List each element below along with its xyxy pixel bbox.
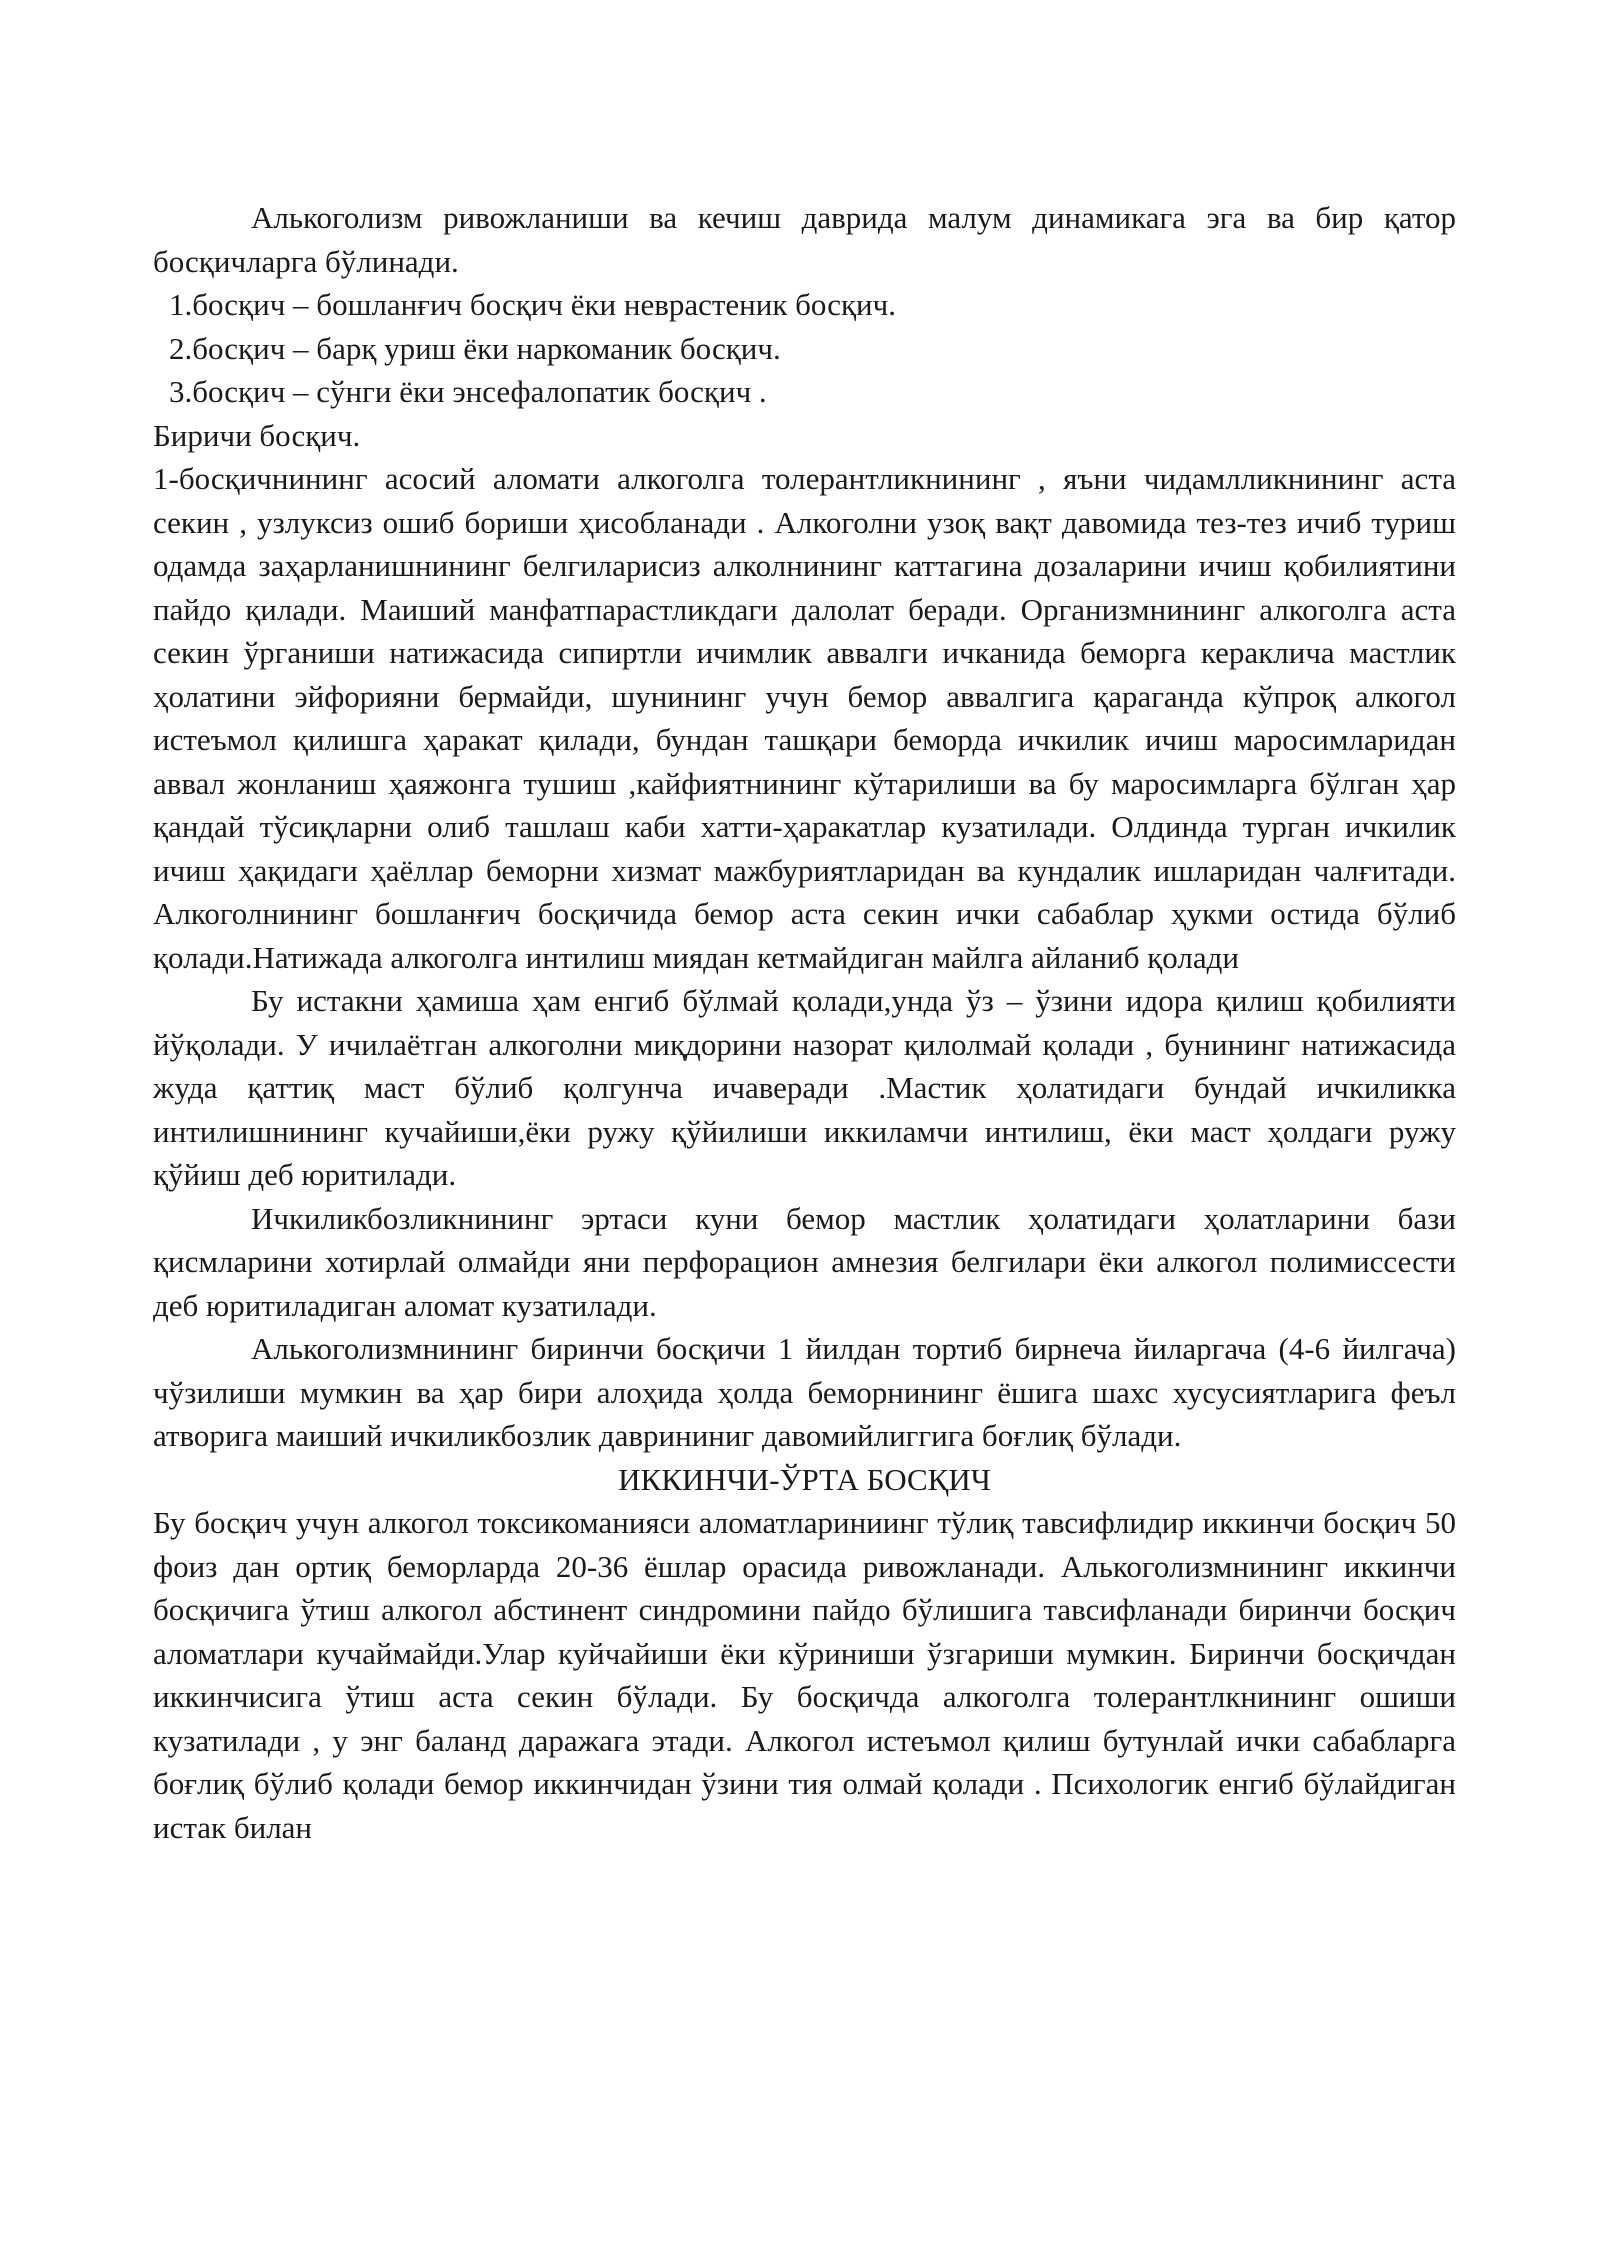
- first-stage-heading: Биричи босқич.: [153, 417, 361, 453]
- first-stage-paragraph: 1-босқичнининг асосий аломати алкоголга толерантликнининг , яъни чидамлликнининг аста секин , узлуксиз ошиб бориши ҳисобланади . Алкоголни узоқ вақт давомида тез-тез ичиб туриш одамда заҳарланишнининг белгиларисиз алколнининг каттагина дозаларини ичиш қобилиятини пайдо қилади. Маиший манфатпарастликдаги далолат беради. Организмнининг алкоголга аста секин ўрганиши натижасида сипиртли ичимлик аввалги ичканида беморга кераклича мастлик ҳолатини эйфорияни бермайди, шунининг учун бемор аввалгига қараганда кўпроқ алкогол истеъмол қилишга ҳаракат қилади, бундан ташқари беморда ичкилик ичиш маросимларидан аввал жонланиш ҳаяжонга тушиш ,кайфиятнининг кўтарилиши ва бу маросимларга бўлган ҳар қандай тўсиқларни олиб ташлаш каби хатти-ҳаракатлар кузатилади. Олдинда турган ичкилик ичиш ҳақидаги ҳаёллар беморни хизмат мажбуриятларидан ва кундалик ишларидан чалғитади. Алкоголнининг бошланғич босқичида бемор аста секин ички сабаблар ҳукми остида бўлиб қолади.Натижада алкоголга интилиш миядан кетмайдиган майлга айланиб қолади: [153, 461, 1456, 975]
- document-page: [153, 196, 1456, 1849]
- self-control-paragraph: Бу истакни ҳамиша ҳам енгиб бўлмай қолади,унда ўз – ўзини идора қилиш қобилияти йўқолади. У ичилаётган алкоголни миқдорини назорат қилолмай қолади , бунининг натижасида жуда қаттиқ маст бўлиб қолгунча ичаверади .Мастик ҳолатидаги бундай ичкиликка интилишнининг кучайиши,ёки ружу қўйилиши иккиламчи интилиш, ёки маст ҳолдаги ружу қўйиш деб юритилади.: [153, 983, 1456, 1192]
- second-stage-paragraph: Бу босқич учун алкогол токсикоманияси аломатлариниинг тўлиқ тавсифлидир иккинчи босқич 50 фоиз дан ортиқ беморларда 20-36 ёшлар орасида ривожланади. Алькоголизмнининг иккинчи босқичига ўтиш алкогол абстинент синдромини пайдо бўлишига тавсифланади биринчи босқич аломатлари кучаймайди.Улар куйчайиши ёки кўриниши ўзгариши мумкин. Биринчи босқичдан иккинчисига ўтиш аста секин бўлади. Бу босқичда алкоголга толерантлкнининг ошиши кузатилади , у энг баланд даражага этади. Алкогол истеъмол қилиш бутунлай ички сабабларга боғлиқ бўлиб қолади бемор иккинчидан ўзини тия олмай қолади . Психологик енгиб бўлайдиган истак билан: [153, 1505, 1456, 1845]
- amnesia-paragraph: Ичкиликбозликнининг эртаси куни бемор мастлик ҳолатидаги ҳолатларини бази қисмларини хотирлай олмайди яни перфорацион амнезия белгилари ёки алкогол полимиссести деб юритиладиган аломат кузатилади.: [153, 1200, 1456, 1323]
- duration-paragraph: Алькоголизмнининг биринчи босқичи 1 йилдан тортиб бирнеча йиларгача (4-6 йилгача) чўзилиши мумкин ва ҳар бири алоҳида ҳолда беморнининг ёшига шахс хусусиятларига феъл атворига маиший ичкиликбозлик даврининиг давомийлиггига боғлиқ бўлади.: [153, 1331, 1456, 1453]
- stage-list-item-3: 3.босқич – сўнги ёки энсефалопатик босқич .: [169, 374, 767, 409]
- second-stage-heading: ИККИНЧИ-ЎРТА БОСҚИЧ: [618, 1461, 991, 1497]
- intro-paragraph: Алькоголизм ривожланиши ва кечиш даврида малум динамикага эга ва бир қатор босқичларга бўлинади.: [153, 200, 1456, 279]
- stage-list-item-1: 1.босқич – бошланғич босқич ёки неврастеник босқич.: [169, 287, 896, 322]
- stage-list-item-2: 2.босқич – барқ уриш ёки наркоманик босқич.: [169, 330, 781, 366]
